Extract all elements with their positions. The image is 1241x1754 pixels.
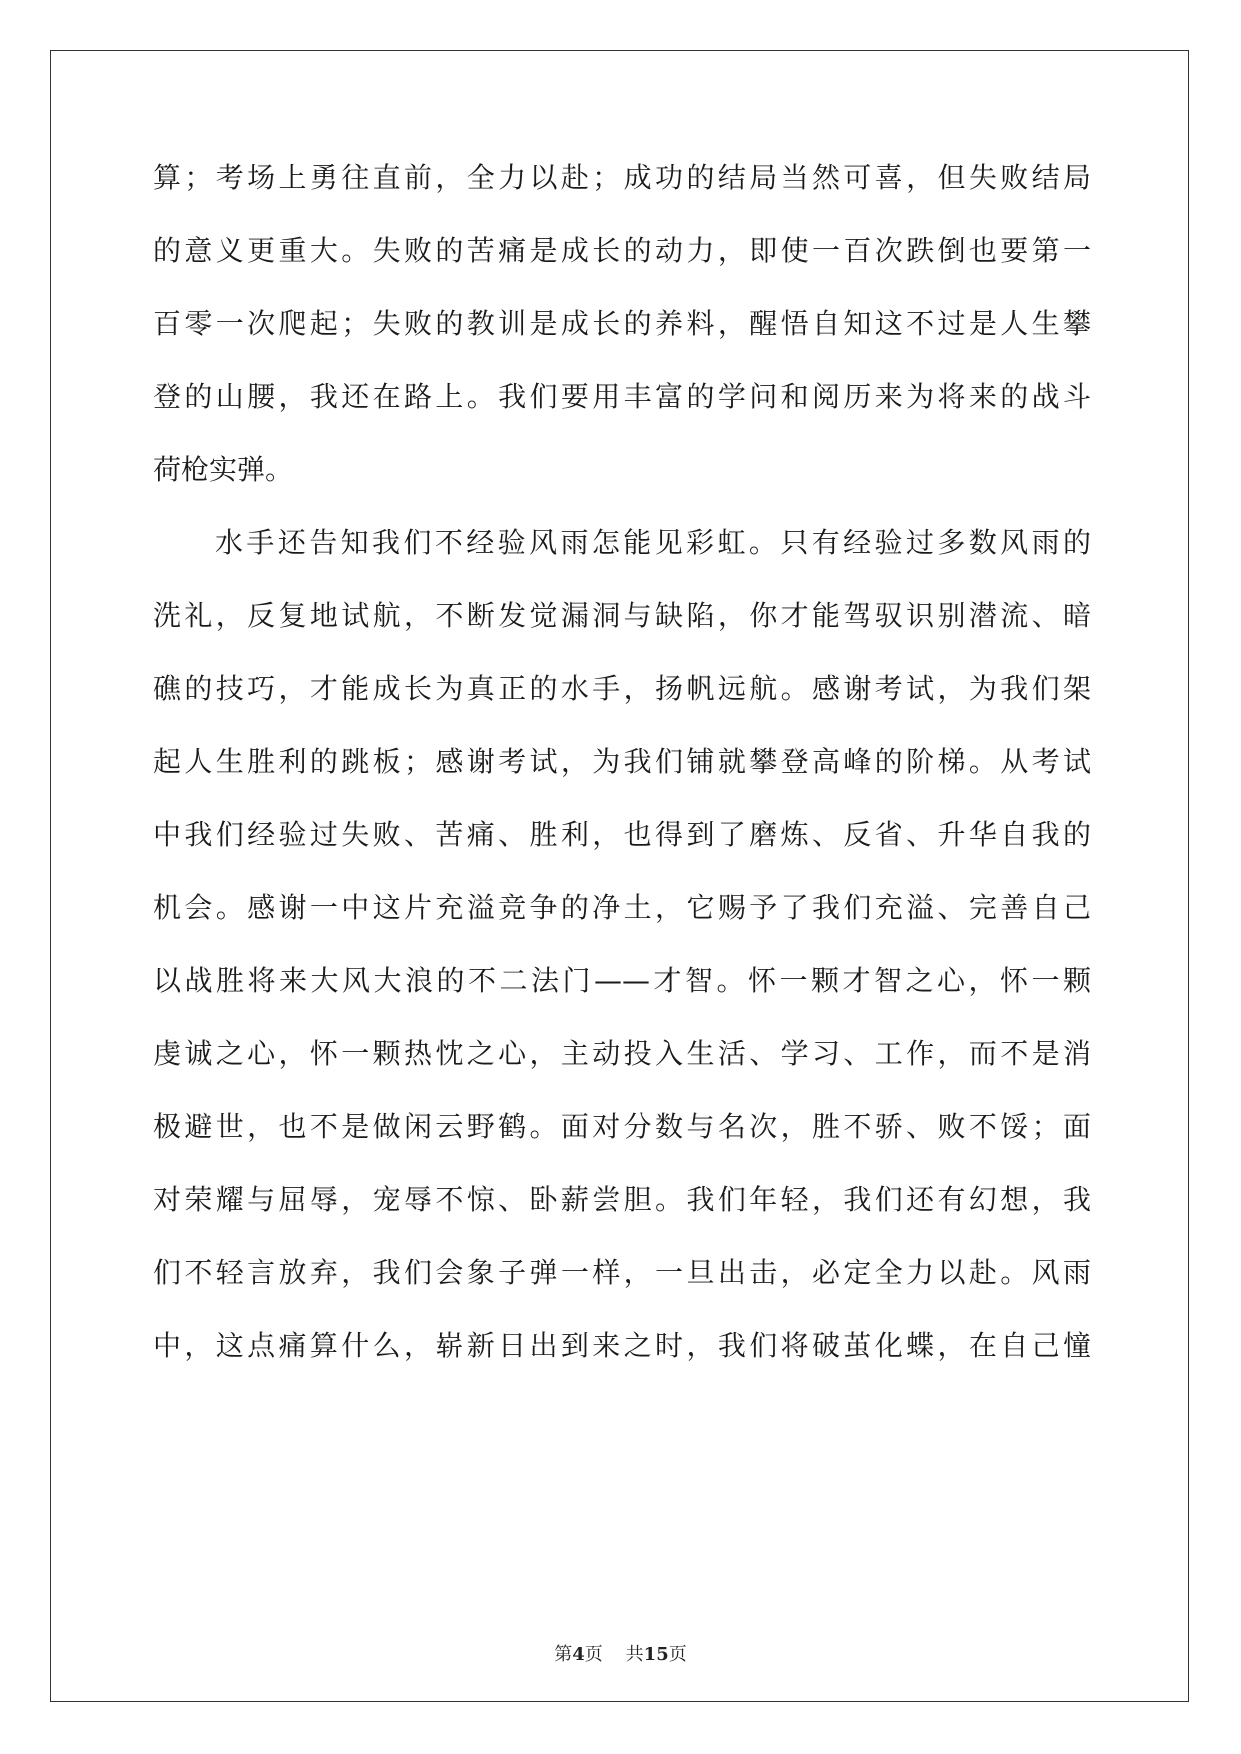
text-line: 礁的技巧，才能成长为真正的水手，扬帆远航。感谢考试，为我们架	[153, 672, 1091, 705]
footer-total-prefix: 共	[625, 1644, 644, 1665]
text-line: 们不轻言放弃，我们会象子弹一样，一旦出击，必定全力以赴。风雨	[153, 1256, 1091, 1289]
footer-page-number: 4	[572, 1644, 585, 1665]
footer-total-suffix: 页	[668, 1644, 687, 1665]
text-line: 以战胜将来大风大浪的不二法门——才智。怀一颗才智之心，怀一颗	[153, 964, 1091, 997]
text-line: 中，这点痛算什么，崭新日出到来之时，我们将破茧化蝶，在自己憧	[153, 1329, 1091, 1362]
text-line: 的意义更重大。失败的苦痛是成长的动力，即使一百次跌倒也要第一	[153, 234, 1091, 267]
footer-prefix: 第	[554, 1644, 573, 1665]
page-border	[50, 50, 1189, 1702]
text-line: 机会。感谢一中这片充溢竞争的净土，它赐予了我们充溢、完善自己	[153, 891, 1091, 924]
text-line: 水手还告知我们不经验风雨怎能见彩虹。只有经验过多数风雨的	[215, 526, 1091, 559]
text-line: 中我们经验过失败、苦痛、胜利，也得到了磨炼、反省、升华自我的	[153, 818, 1091, 851]
page-footer	[0, 1640, 1241, 1666]
text-line: 虔诚之心，怀一颗热忱之心，主动投入生活、学习、工作，而不是消	[153, 1037, 1091, 1070]
text-line: 对荣耀与屈辱，宠辱不惊、卧薪尝胆。我们年轻，我们还有幻想，我	[153, 1183, 1091, 1216]
text-line: 百零一次爬起；失败的教训是成长的养料，醒悟自知这不过是人生攀	[153, 307, 1091, 340]
text-line: 起人生胜利的跳板；感谢考试，为我们铺就攀登高峰的阶梯。从考试	[153, 745, 1091, 778]
text-line: 登的山腰，我还在路上。我们要用丰富的学问和阅历来为将来的战斗	[153, 380, 1091, 413]
text-line: 荷枪实弹。	[153, 453, 294, 486]
footer-total-pages: 15	[643, 1644, 669, 1665]
text-line: 极避世，也不是做闲云野鹤。面对分数与名次，胜不骄、败不馁；面	[153, 1110, 1091, 1143]
footer-page-suffix: 页	[584, 1644, 603, 1665]
text-line: 洗礼，反复地试航，不断发觉漏洞与缺陷，你才能驾驭识别潜流、暗	[153, 599, 1091, 632]
text-line: 算；考场上勇往直前，全力以赴；成功的结局当然可喜，但失败结局	[153, 161, 1091, 194]
